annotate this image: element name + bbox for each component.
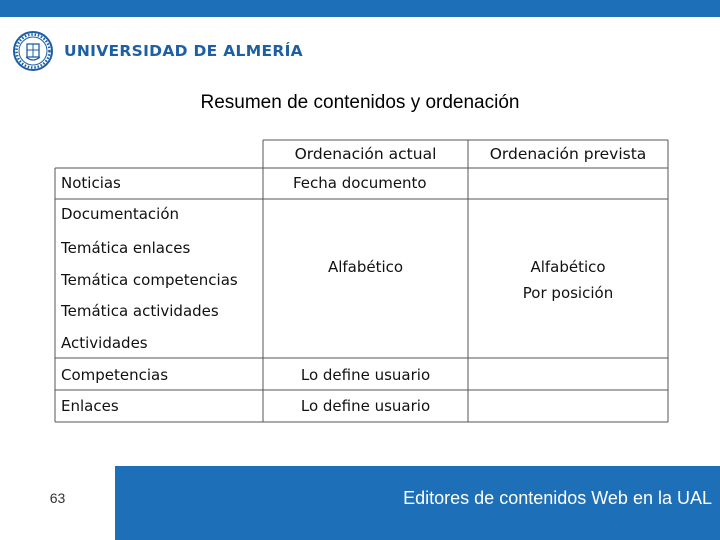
- row-label-tematica-enlaces: Temática enlaces: [61, 239, 191, 257]
- footer-text: Editores de contenidos Web en la UAL: [403, 488, 712, 508]
- row-label-tematica-competencias: Temática competencias: [61, 271, 238, 289]
- column-header-prevista: Ordenación prevista: [489, 145, 647, 163]
- column-header-actual: Ordenación actual: [294, 145, 437, 163]
- cell-tematica-actual: Alfabético: [327, 258, 404, 276]
- university-name: UNIVERSIDAD DE ALMERÍA: [64, 42, 303, 60]
- cell-enlaces-actual: Lo define usuario: [300, 397, 431, 415]
- cell-competencias-actual: Lo define usuario: [300, 366, 431, 384]
- cell-tematica-prevista-1: Alfabético: [530, 258, 606, 276]
- row-label-noticias: Noticias: [61, 174, 121, 192]
- cell-noticias-actual: Fecha documento: [293, 174, 427, 192]
- row-label-tematica-actividades: Temática actividades: [61, 302, 219, 320]
- row-label-competencias: Competencias: [61, 366, 169, 384]
- page-number: 63: [49, 490, 66, 506]
- row-label-enlaces: Enlaces: [61, 397, 119, 415]
- row-label-documentacion: Documentación: [61, 205, 180, 223]
- cell-tematica-prevista-2: Por posición: [522, 284, 614, 302]
- row-label-actividades: Actividades: [61, 334, 148, 352]
- slide-title: Resumen de contenidos y ordenación: [200, 92, 520, 113]
